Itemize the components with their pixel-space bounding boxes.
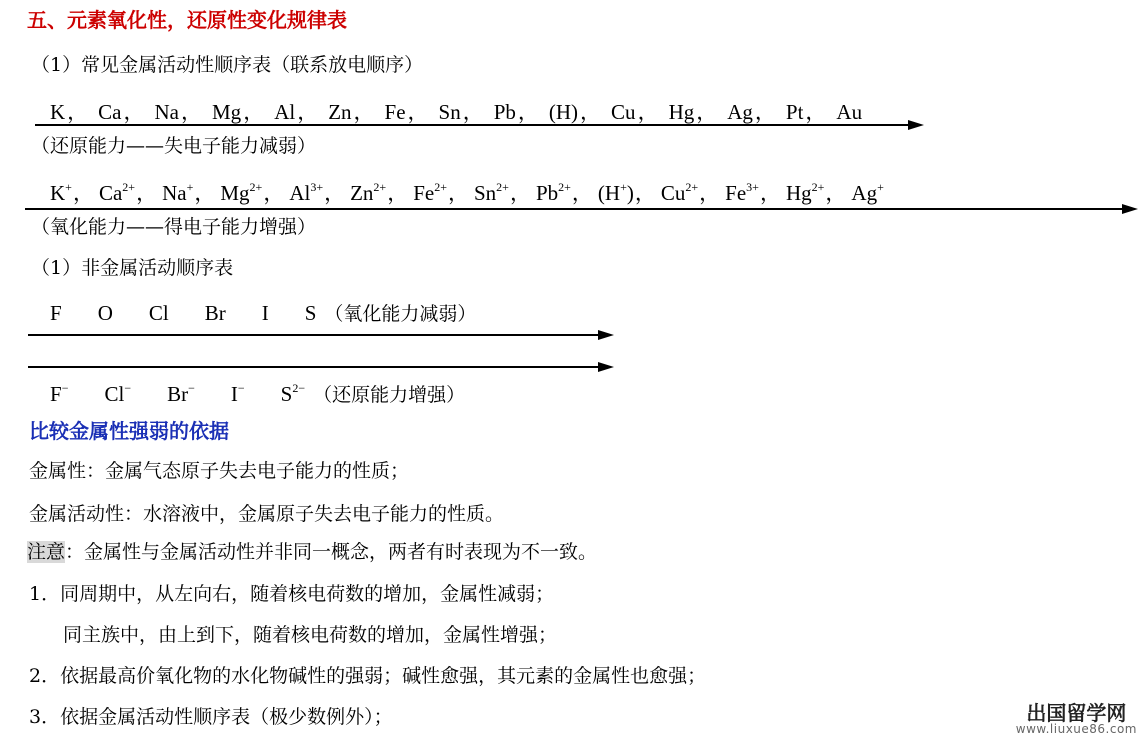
separator: ， [462, 100, 484, 124]
anion-symbol: I− [230, 381, 245, 406]
metal-symbol: Mg [212, 100, 242, 124]
separator: ， [123, 100, 145, 124]
watermark-url: www.liuxue86.com [1015, 722, 1137, 736]
metal-symbol: Ag [727, 100, 753, 124]
nonmetal-note: （氧化能力减弱） [324, 303, 477, 325]
separator: ， [387, 181, 409, 205]
separator: ， [634, 181, 656, 205]
metal-symbol: Fe [384, 100, 406, 124]
ion-charge: + [65, 180, 72, 194]
separator: ， [509, 181, 531, 205]
separator: ， [353, 100, 375, 124]
reducing-ability-note: （还原能力——失电子能力减弱） [31, 135, 317, 157]
metal-ion: Na+ [162, 180, 194, 205]
nonmetal-series [50, 299, 476, 326]
metal-ion: $Mg^{2+}$ [220, 180, 263, 205]
metal-ion: $Pb^{2+}$ [535, 180, 571, 205]
metal-activity-title: （1）常见金属活动性顺序表（联系放电顺序） [31, 54, 424, 76]
separator: ， [447, 181, 469, 205]
note-line [27, 543, 597, 562]
metal-symbol: Au [836, 100, 863, 124]
anion-symbol: F− [50, 381, 69, 406]
metal-ion: $Hg^{2+}$ [785, 180, 825, 205]
anion-symbol: Cl− [104, 381, 132, 406]
metal-ion: $Ca^{2+}$ [98, 180, 136, 205]
ion-charge: 2+ [496, 180, 509, 194]
separator: ， [324, 181, 346, 205]
anion-charge: − [61, 381, 69, 395]
anion-charge: − [237, 381, 245, 395]
rule-1b: 同主族中，由上到下，随着核电荷数的增加，金属性增强； [63, 624, 558, 646]
compare-title: 比较金属性强弱的依据 [29, 419, 229, 443]
ion-charge: 2+ [811, 180, 825, 194]
metal-ion: $Zn^{2+}$ [350, 180, 387, 205]
ion-charge: + [186, 180, 194, 194]
ion-charge: 2+ [685, 180, 699, 194]
metal-symbol: Pb [493, 100, 516, 124]
ion-charge: 3+ [746, 180, 759, 194]
metal-ion-series [50, 177, 884, 207]
separator: ， [805, 100, 827, 124]
metal-ion: Ag+ [851, 180, 884, 205]
oxidizing-ability-note: （氧化能力——得电子能力增强） [31, 216, 317, 238]
separator: ， [517, 100, 539, 124]
separator: ， [263, 181, 285, 205]
metal-ion: K+ [50, 180, 72, 205]
metal-symbol: Zn [328, 100, 352, 124]
separator: ， [407, 100, 429, 124]
anion-charge: − [124, 381, 132, 395]
anion-charge: − [188, 381, 195, 395]
ion-charge: 2+ [373, 180, 387, 194]
nonmetal-symbol: Br [204, 301, 226, 325]
separator: ， [243, 100, 265, 124]
ion-charge: 2+ [558, 180, 571, 194]
metal-symbol: Na [154, 100, 179, 124]
ion-charge: 2+ [249, 180, 263, 194]
metal-symbol: Al [274, 100, 296, 124]
separator: ， [580, 100, 602, 124]
nonmetal-symbol: F [50, 301, 62, 325]
rule-1a: 1．同周期中，从左向右，随着核电荷数的增加，金属性减弱； [29, 583, 555, 605]
metal-ion: $Sn^{2+}$ [473, 180, 509, 205]
watermark-title: 出国留学网 [1026, 701, 1127, 725]
metal-ion: $Fe^{3+}$ [725, 180, 759, 205]
separator: ， [637, 100, 659, 124]
anion-series [50, 380, 465, 407]
separator: ， [194, 181, 216, 205]
metal-symbol: K [50, 100, 66, 124]
separator: ， [696, 100, 718, 124]
separator: ， [297, 100, 319, 124]
watermark [1016, 703, 1137, 735]
metal-symbol: Hg [668, 100, 695, 124]
nonmetal-symbol: O [97, 301, 113, 325]
metal-symbol: Ca [98, 100, 122, 124]
metal-symbol: (H) [548, 100, 579, 124]
metal-ion: $Al^{3+}$ [289, 180, 324, 205]
nonmetal-symbol: I [261, 301, 269, 325]
ion-charge: + [620, 180, 627, 194]
nonmetal-activity-title: （1）非金属活动顺序表 [31, 257, 234, 279]
note-label: 注意 [27, 541, 66, 563]
nonmetal-arrow [28, 330, 614, 340]
note-text: ：金属性与金属活动性并非同一概念，两者有时表现为不一致。 [65, 541, 598, 563]
separator: ， [825, 181, 847, 205]
separator: ， [136, 181, 158, 205]
ion-charge: 2+ [122, 180, 136, 194]
rule-2: 2．依据最高价氧化物的水化物碱性的强弱；碱性愈强，其元素的金属性也愈强； [29, 665, 707, 687]
anion-arrow [28, 362, 614, 372]
metal-arrow [35, 120, 924, 130]
ion-charge: 3+ [310, 180, 324, 194]
metal-ion: $Cu^{2+}$ [660, 180, 699, 205]
nonmetal-symbol: Cl [148, 301, 169, 325]
anion-note: （还原能力增强） [313, 384, 466, 406]
metallicity-definition: 金属性：金属气态原子失去电子能力的性质； [29, 460, 410, 482]
metal-symbol: Pt [785, 100, 804, 124]
separator: ， [181, 100, 202, 124]
nonmetal-symbol: S [304, 301, 317, 325]
separator: ， [67, 100, 89, 124]
section-heading: 五、元素氧化性，还原性变化规律表 [27, 8, 347, 32]
separator: ， [754, 100, 776, 124]
separator: ， [72, 181, 94, 205]
anion-charge: 2− [292, 381, 306, 395]
rule-3: 3．依据金属活动性顺序表（极少数例外）； [29, 706, 393, 728]
separator: ， [699, 181, 721, 205]
anion-symbol: Br− [167, 381, 195, 406]
ion-charge: 2+ [434, 180, 447, 194]
metal-symbol: Cu [611, 100, 636, 124]
separator: ， [759, 181, 781, 205]
ion-charge: + [877, 180, 884, 194]
metal-activity-definition: 金属活动性：水溶液中，金属原子失去电子能力的性质。 [29, 503, 505, 525]
separator: ， [571, 181, 593, 205]
anion-symbol: $S^{2-}$ [280, 381, 306, 406]
metal-ion: (H+) [597, 180, 634, 205]
metal-symbol: Sn [438, 100, 461, 124]
metal-ion: $Fe^{2+}$ [413, 180, 447, 205]
